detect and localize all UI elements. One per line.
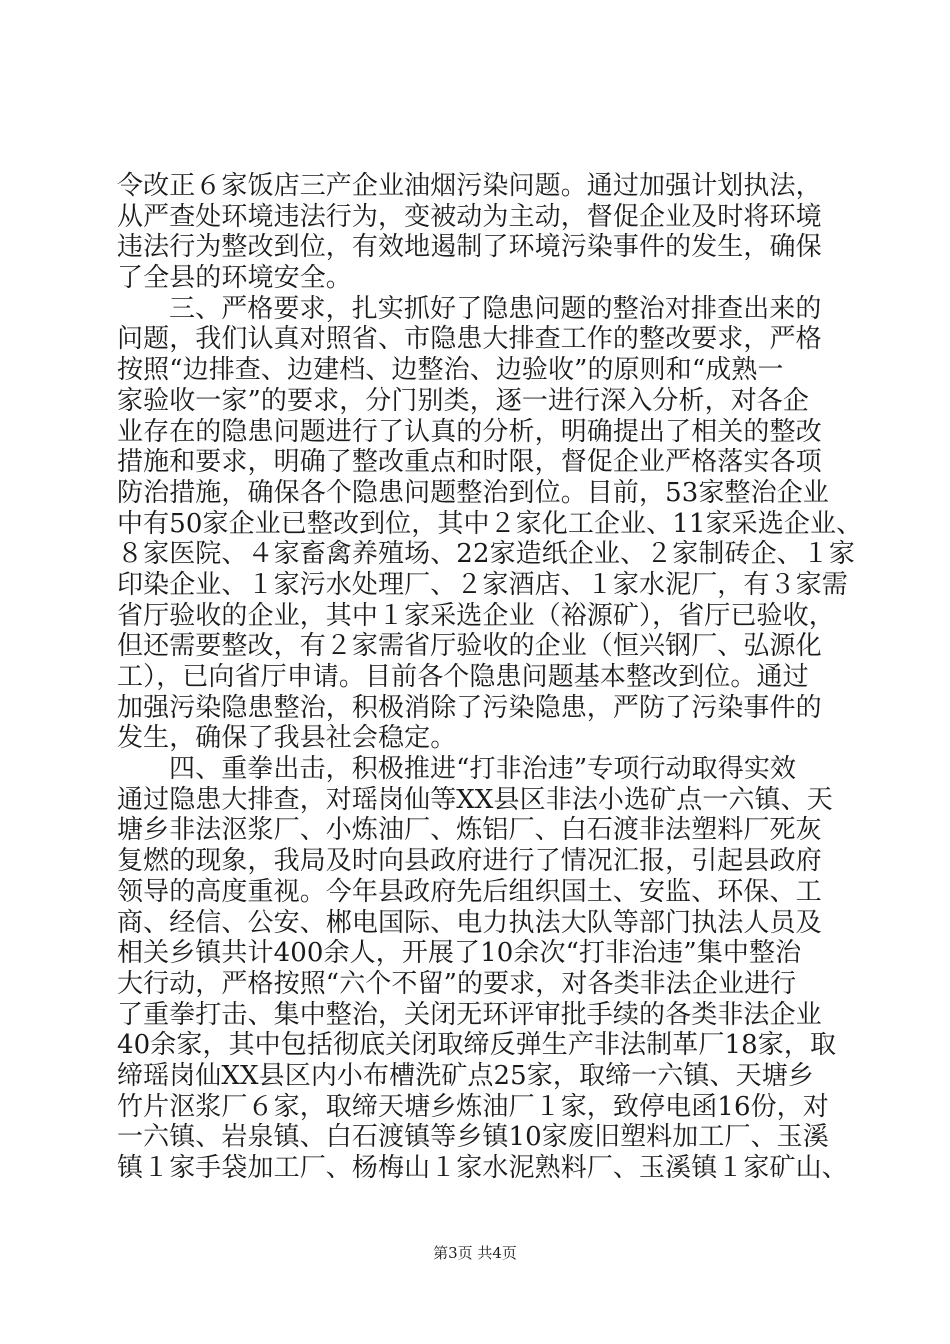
text-line: 从严查处环境违法行为，变被动为主动，督促企业及时将环境 bbox=[117, 201, 822, 232]
text-line: 印染企业、１家污水处理厂、２家酒店、１家水泥厂，有３家需 bbox=[117, 569, 848, 600]
text-line: 措施和要求，明确了整改重点和时限，督促企业严格落实各项 bbox=[117, 447, 822, 478]
text-line: 防治措施，确保各个隐患问题整治到位。目前，53家整治企业 bbox=[117, 477, 829, 508]
text-line: 领导的高度重视。今年县政府先后组织国土、安监、环保、工 bbox=[117, 876, 822, 907]
text-line: 三、严格要求，扎实抓好了隐患问题的整治对排查出来的 bbox=[169, 293, 822, 324]
text-line: 相关乡镇共计400余人，开展了10余次“打非治违”集中整治 bbox=[117, 938, 802, 969]
text-line: 加强污染隐患整治，积极消除了污染隐患，严防了污染事件的 bbox=[117, 692, 822, 723]
text-line: 了重拳打击、集中整治，关闭无环评审批手续的各类非法企业 bbox=[117, 999, 822, 1030]
text-line: 工），已向省厅申请。目前各个隐患问题基本整改到位。通过 bbox=[117, 662, 809, 692]
text-line: 业存在的隐患问题进行了认真的分析，明确提出了相关的整改 bbox=[117, 416, 822, 447]
text-line: 了全县的环境安全。 bbox=[117, 263, 352, 294]
text-line: 省厅验收的企业，其中１家采选企业（裕源矿），省厅已验收， bbox=[117, 600, 835, 631]
text-line: 复燃的现象，我局及时向县政府进行了情况汇报，引起县政府 bbox=[117, 846, 822, 877]
text-line: 塘乡非法沤浆厂、小炼油厂、炼铝厂、白石渡非法塑料厂死灰 bbox=[117, 815, 822, 846]
text-line: 商、经信、公安、郴电国际、电力执法大队等部门执法人员及 bbox=[117, 907, 822, 938]
text-line: ８家医院、４家畜禽养殖场、22家造纸企业、２家制砖企、１家 bbox=[117, 539, 855, 570]
text-line: 家验收一家”的要求，分门别类，逐一进行深入分析，对各企 bbox=[117, 385, 809, 416]
text-line: 四、重拳出击，积极推进“打非治违”专项行动取得实效 bbox=[169, 754, 797, 785]
text-line: 但还需要整改，有２家需省厅验收的企业（恒兴钢厂、弘源化 bbox=[117, 631, 822, 662]
text-line: 发生，确保了我县社会稳定。 bbox=[117, 723, 457, 754]
text-line: 问题，我们认真对照省、市隐患大排查工作的整改要求，严格 bbox=[117, 324, 822, 355]
text-line: 通过隐患大排查，对瑶岗仙等XX县区非法小选矿点一六镇、天 bbox=[117, 784, 833, 815]
text-line: 违法行为整改到位，有效地遏制了环境污染事件的发生，确保 bbox=[117, 232, 822, 263]
text-line: 令改正６家饭店三产企业油烟污染问题。通过加强计划执法， bbox=[117, 171, 822, 201]
text-line: 40余家，其中包括彻底关闭取缔反弹生产非法制革厂18家，取 bbox=[117, 1030, 837, 1061]
text-line: 大行动，严格按照“六个不留”的要求，对各类非法企业进行 bbox=[117, 968, 797, 999]
page-footer: 第3页 共4页 bbox=[433, 1244, 517, 1262]
text-line: 竹片沤浆厂６家，取缔天塘乡炼油厂１家，致停电函16份，对 bbox=[117, 1091, 829, 1122]
text-line: 中有50家企业已整改到位，其中２家化工企业、11家采选企业、 bbox=[117, 508, 863, 539]
text-line: 缔瑶岗仙XX县区内小布槽洗矿点25家，取缔一六镇、天塘乡 bbox=[117, 1060, 814, 1091]
text-line: 镇１家手袋加工厂、杨梅山１家水泥熟料厂、玉溪镇１家矿山、 bbox=[117, 1153, 848, 1183]
text-line: 一六镇、岩泉镇、白石渡镇等乡镇10家废旧塑料加工厂、玉溪 bbox=[117, 1122, 829, 1153]
document-body bbox=[117, 171, 863, 1184]
text-line: 按照“边排查、边建档、边整治、边验收”的原则和“成熟一 bbox=[117, 355, 784, 386]
